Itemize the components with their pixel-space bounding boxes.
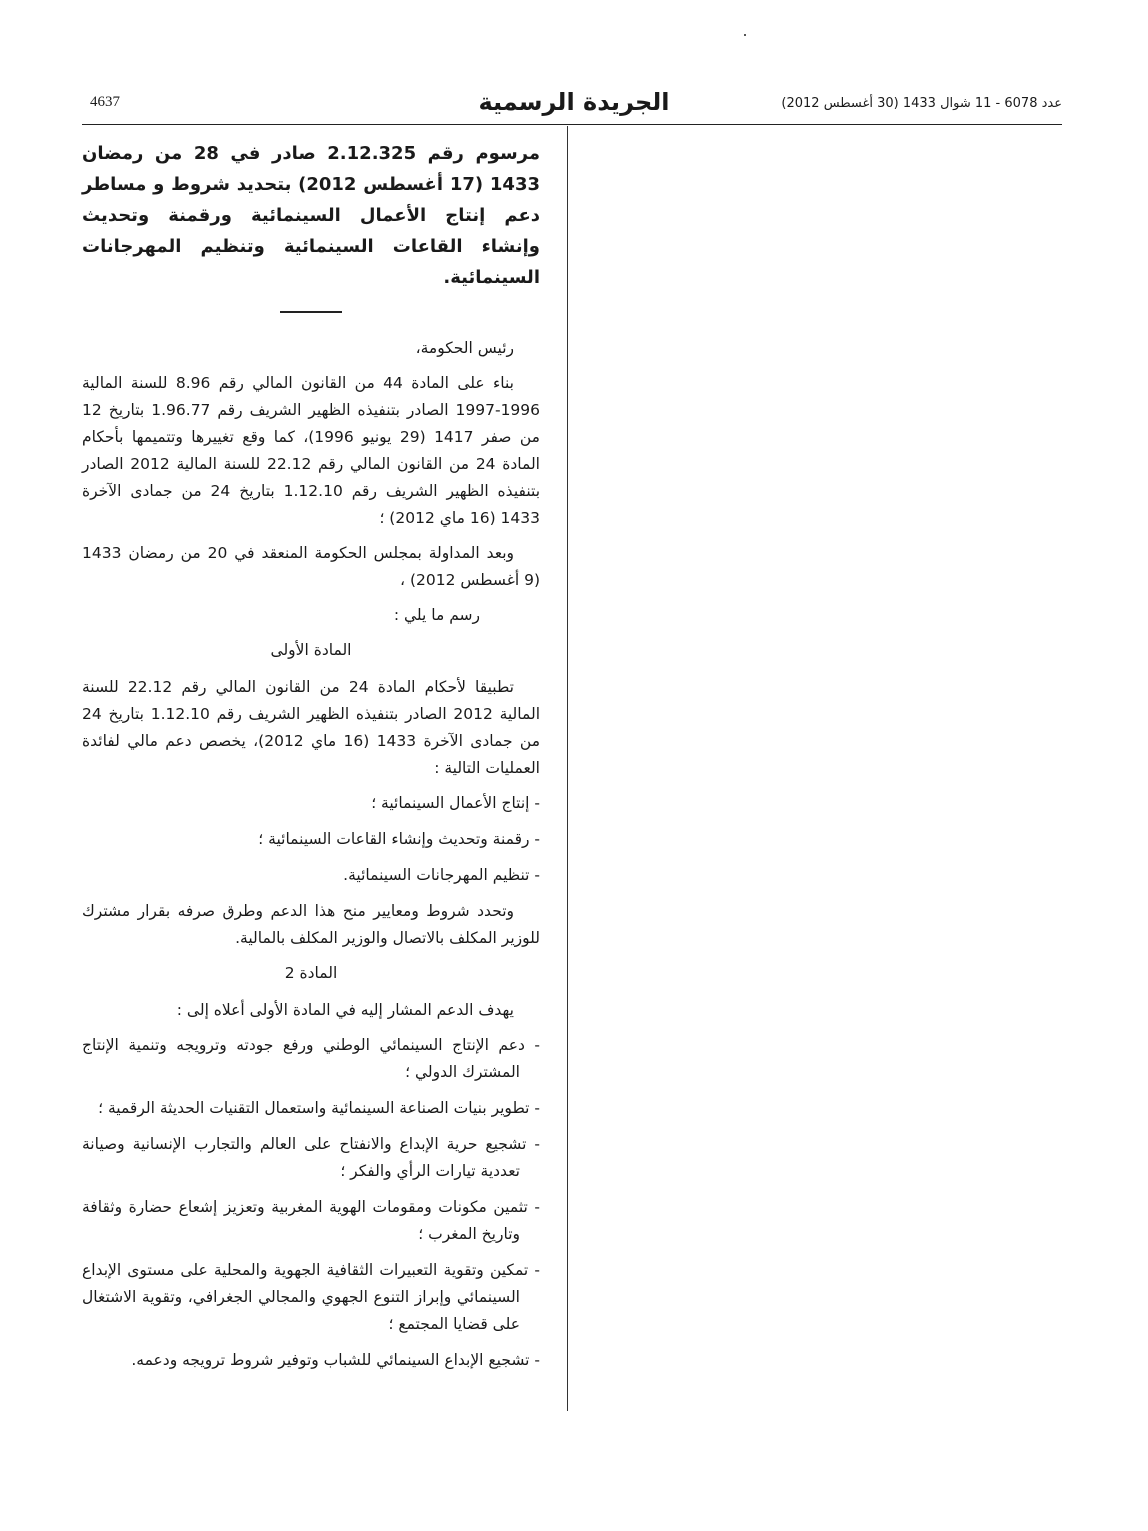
decrees-line: رسم ما يلي :	[393, 606, 480, 624]
decree-title: مرسوم رقم 2.12.325 صادر في 28 من رمضان 1433 (17 أغسطس 2012) بتحديد شروط و مساطر دعم إنتاج الأعمال السينمائية ورقمنة وتحديث وإنشاء القاعات السينمائية وتنظيم المهرجانات السينمائية.	[82, 143, 540, 288]
article2-intro: يهدف الدعم المشار إليه في المادة الأولى أعلاه إلى :	[176, 1001, 514, 1019]
article1-text: تطبيقا لأحكام المادة 24 من القانون المالي رقم 22.12 للسنة المالية 2012 الصادر بتنفيذه الظهير الشريف رقم 1.12.10 بتاريخ 24 من جمادى الآخرة 1433 (16 ماي 2012)، يخصص دعم مالي لفائدة العمليات التالية :	[82, 678, 541, 777]
title-separator	[280, 311, 342, 313]
article1-item: - تنظيم المهرجانات السينمائية.	[343, 866, 540, 884]
article2-item: - تشجيع حرية الإبداع والانفتاح على العالم والتجارب الإنسانية وصيانة تعددية تيارات الرأي والفكر ؛	[82, 1135, 540, 1180]
page-number: 4637	[90, 94, 120, 110]
header-rule	[82, 124, 1062, 125]
preamble-2: وبعد المداولة بمجلس الحكومة المنعقد في 20 من رمضان 1433 (9 أغسطس 2012) ،	[82, 544, 540, 589]
article1-heading: المادة الأولى	[270, 641, 352, 659]
masthead: الجريدة الرسمية	[478, 88, 670, 116]
preamble-1: بناء على المادة 44 من القانون المالي رقم 8.96 للسنة المالية 1996-1997 الصادر بتنفيذه الظهير الشريف رقم 1.96.77 بتاريخ 12 من صفر 1417 (29 يونيو 1996)، كما وقع تغييرها وتتميمها بأحكام المادة 24 من القانون المالي رقم 22.12 للسنة المالية 2012 الصادر بتنفيذه الظهير الشريف رقم 1.12.10 بتاريخ 24 من جمادى الآخرة 1433 (16 ماي 2012) ؛	[82, 374, 541, 527]
article2-item: - تشجيع الإبداع السينمائي للشباب وتوفير شروط ترويجه ودعمه.	[131, 1351, 540, 1369]
article2-item: - تطوير بنيات الصناعة السينمائية واستعمال التقنيات الحديثة الرقمية ؛	[98, 1099, 540, 1117]
issue-info: عدد 6078 - 11 شوال 1433 (30 أغسطس 2012)	[781, 96, 1062, 111]
column-divider	[567, 126, 568, 1411]
addressee: رئيس الحكومة،	[415, 339, 514, 357]
article1-closing: وتحدد شروط ومعايير منح هذا الدعم وطرق صرفه بقرار مشترك للوزير المكلف بالاتصال والوزير المكلف بالمالية.	[82, 902, 540, 947]
article1-item: - إنتاج الأعمال السينمائية ؛	[371, 794, 540, 812]
article1-item: - رقمنة وتحديث وإنشاء القاعات السينمائية ؛	[258, 830, 540, 848]
article2-item: - دعم الإنتاج السينمائي الوطني ورفع جودته وترويجه وتنمية الإنتاج المشترك الدولي ؛	[82, 1036, 540, 1081]
article2-heading: المادة 2	[284, 964, 338, 982]
article2-item: - تمكين وتقوية التعبيرات الثقافية الجهوية والمحلية على مستوى الإبداع السينمائي وإبراز التنوع الجهوي والمجالي الجغرافي، وتقوية الاشتغال على قضايا المجتمع ؛	[82, 1261, 540, 1333]
scan-speck	[744, 34, 746, 36]
decree-column	[82, 130, 540, 1383]
page-header	[82, 88, 1062, 120]
article2-item: - تثمين مكونات ومقومات الهوية المغربية وتعزيز إشعاع حضارة وثقافة وتاريخ المغرب ؛	[82, 1198, 540, 1243]
